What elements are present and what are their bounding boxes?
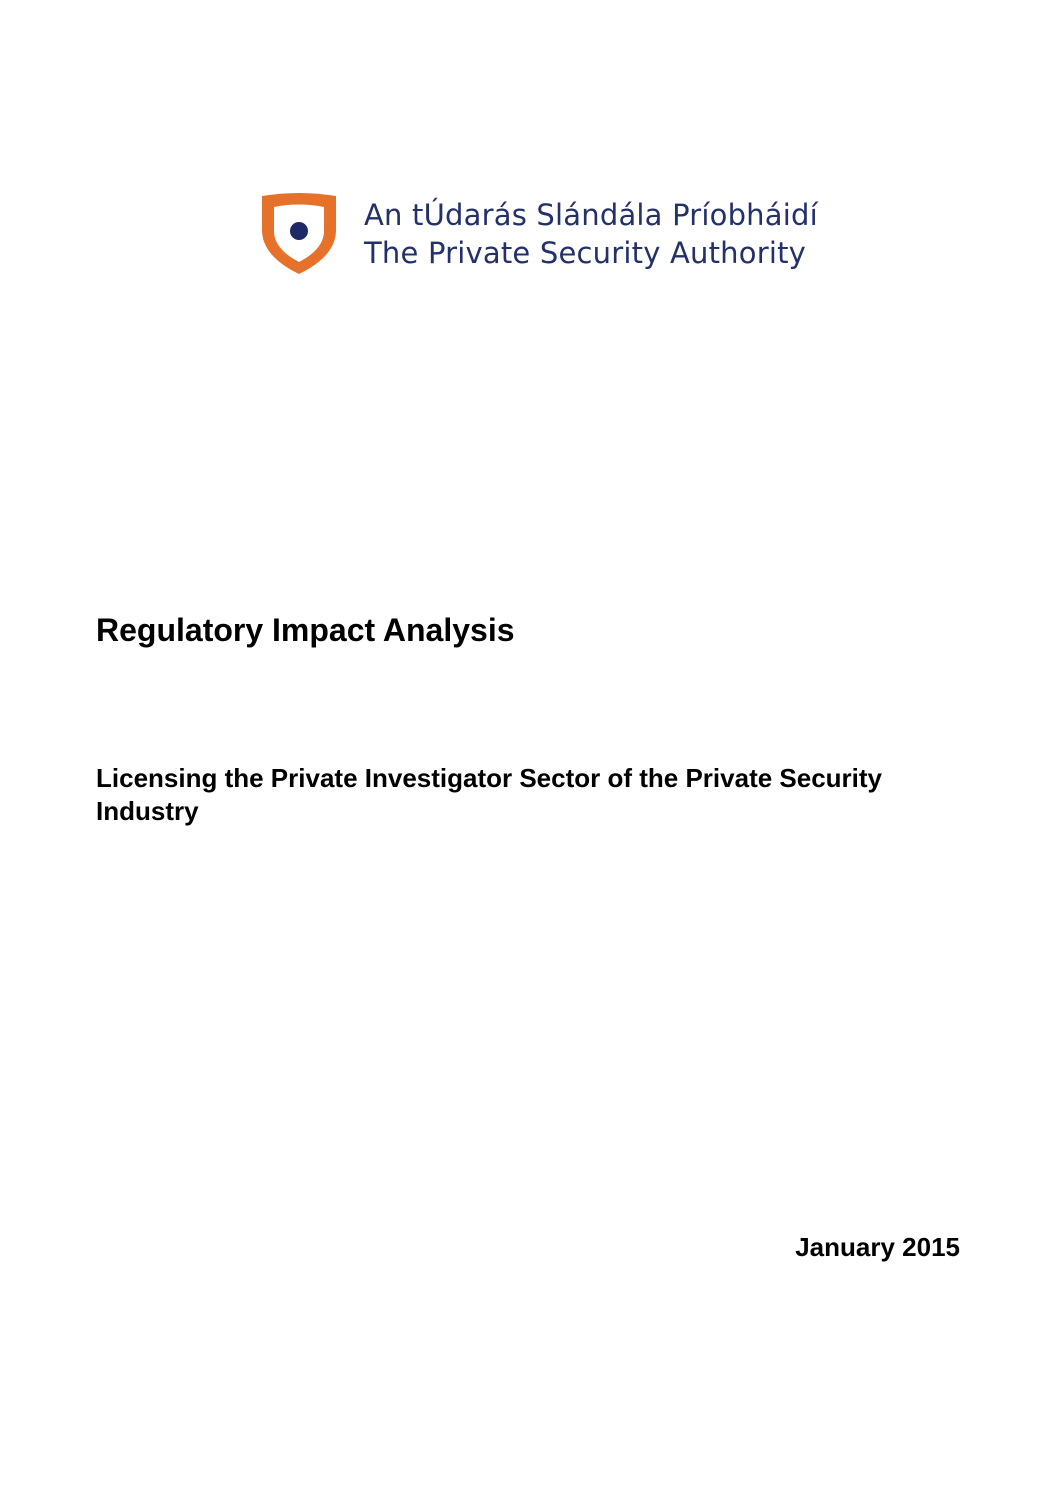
authority-logo — [256, 190, 818, 278]
logo-english-name: The Private Security Authority — [364, 236, 807, 270]
document-subtitle: Licensing the Private Investigator Sector of the Private Security Industry — [96, 763, 883, 826]
logo-wordmark — [364, 196, 818, 272]
document-date: January 2015 — [795, 1232, 960, 1262]
shield-icon — [256, 190, 342, 278]
logo-irish-name: An tÚdarás Slándála Príobháidí — [364, 198, 818, 232]
document-title: Regulatory Impact Analysis — [96, 612, 515, 648]
